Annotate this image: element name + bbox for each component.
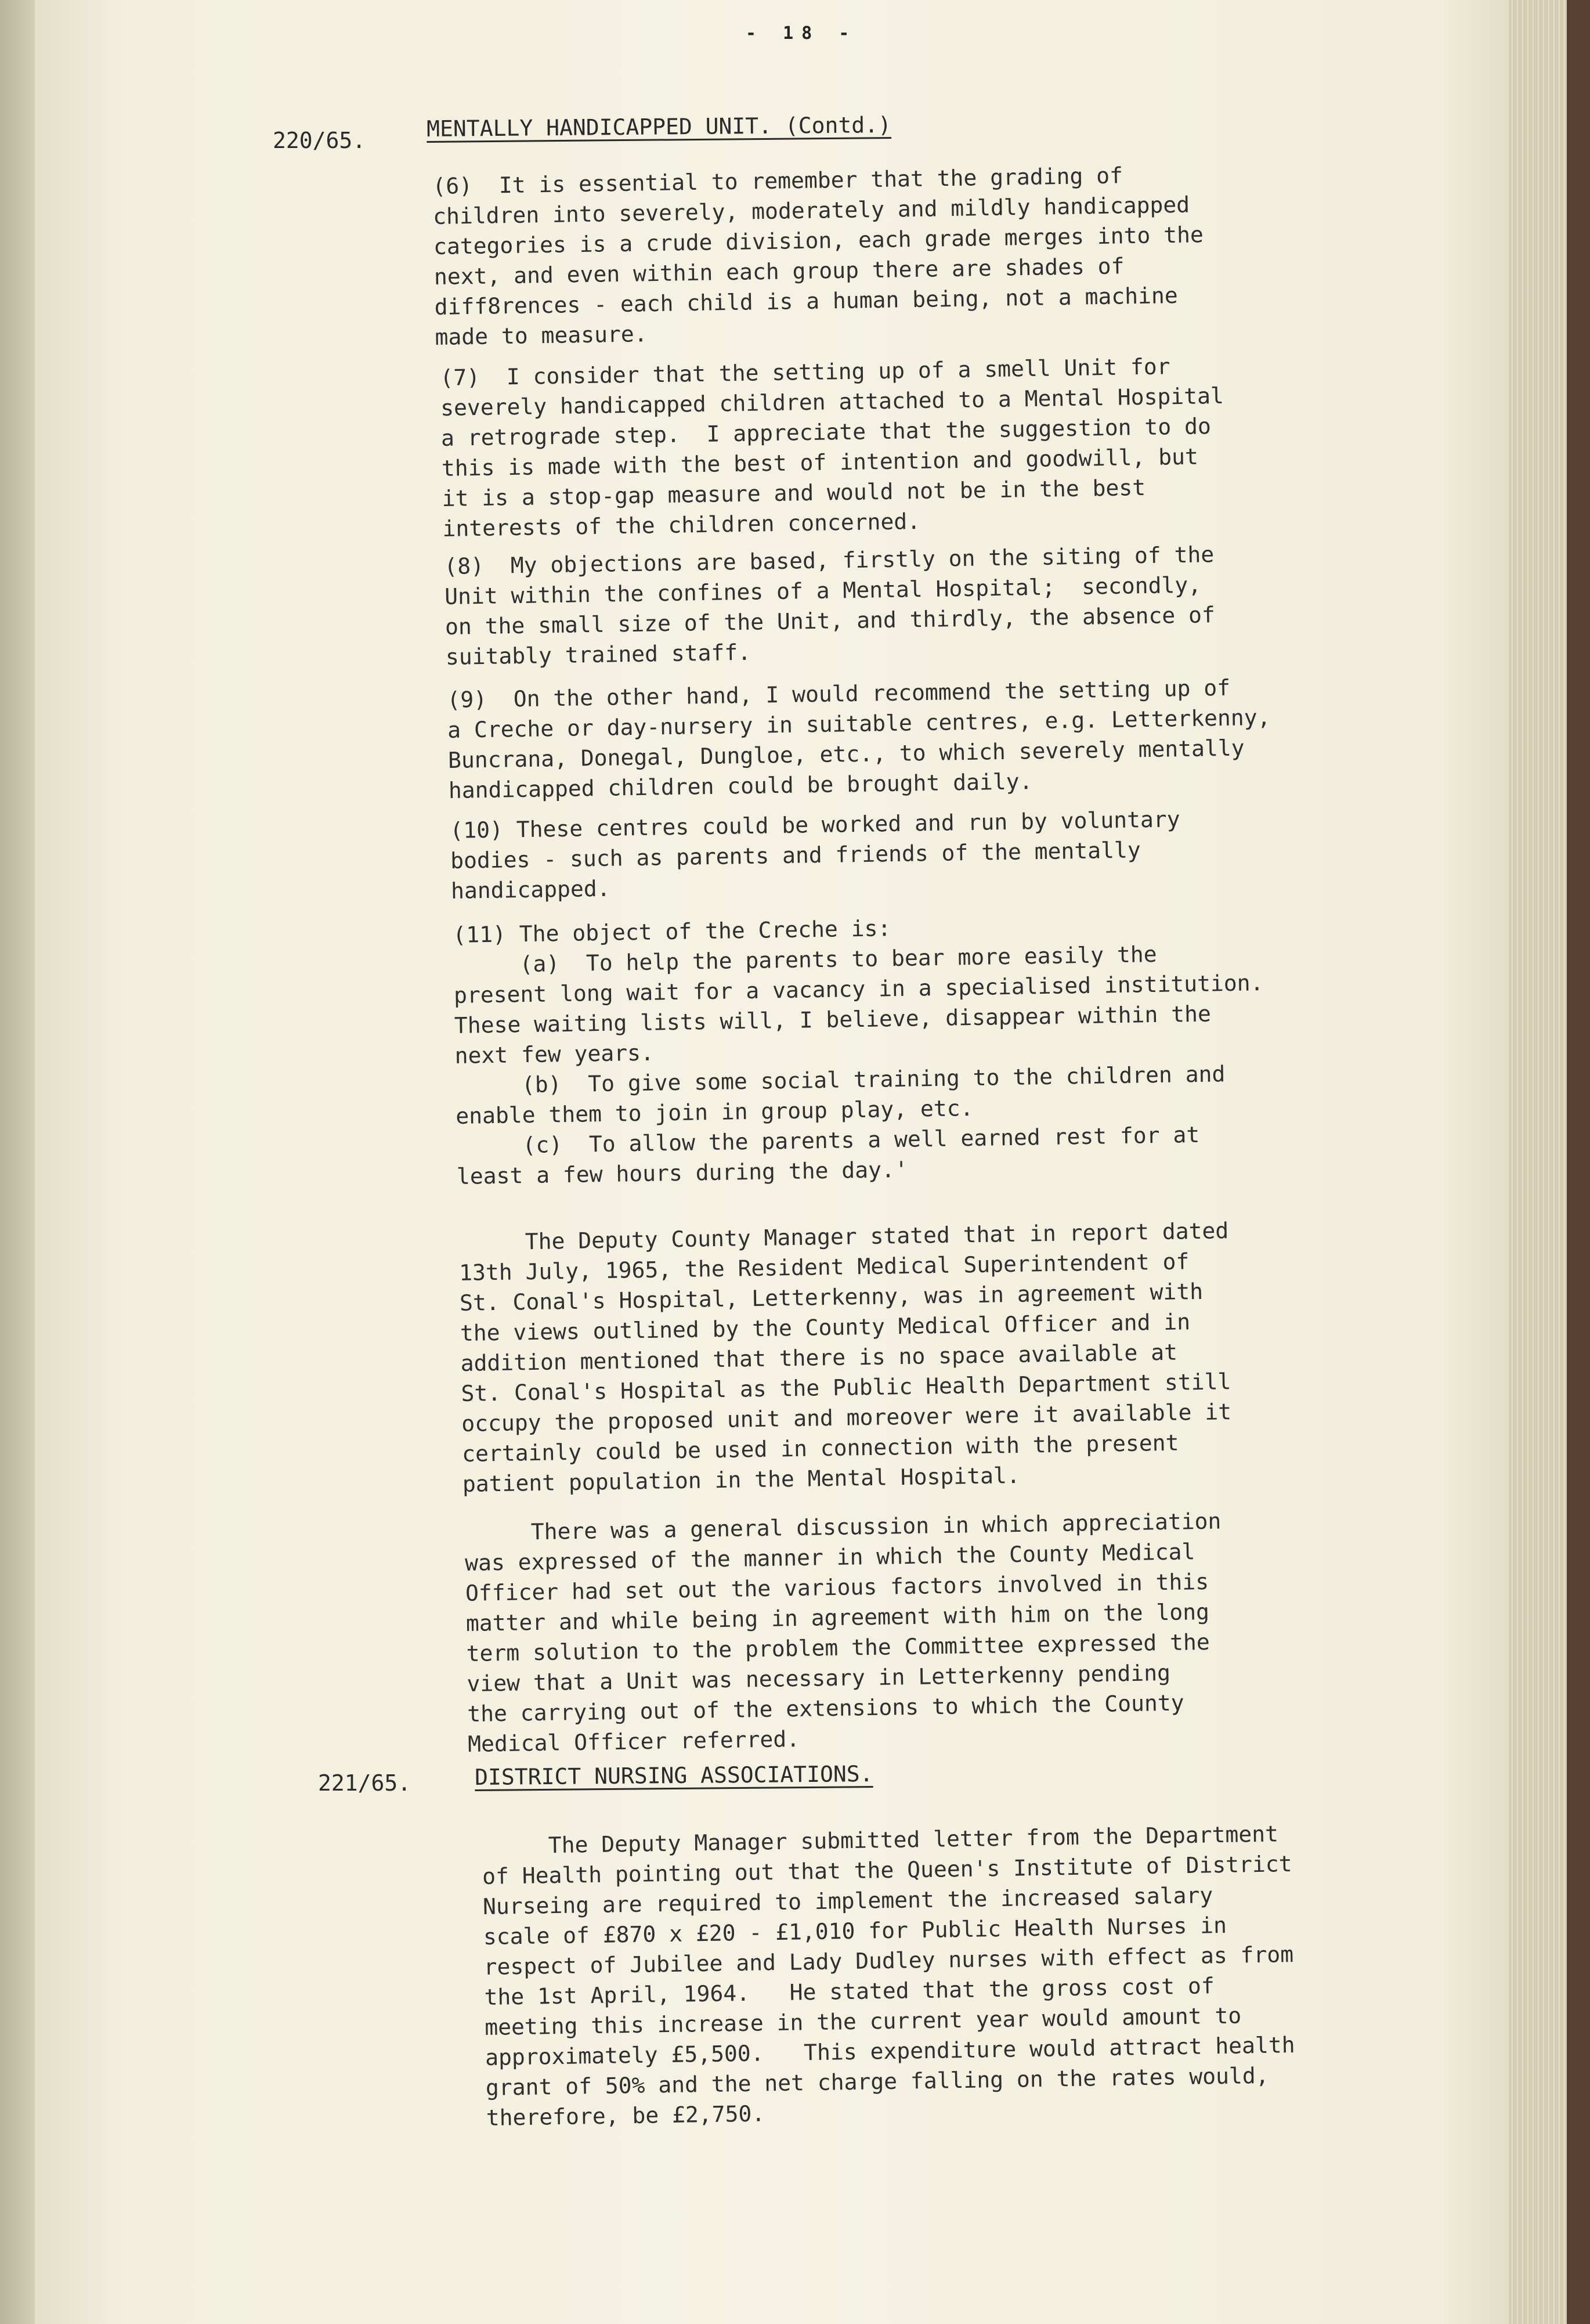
paragraph-7: (7) I consider that the setting up of a smell Unit for severely handicapped children attached to a Mental Hospital a retrograde step. I appreciate that the suggestion to do this is made with the best of intention and goodwill, but it is a stop-gap measure and would not be in the best interests of the children concerned. <box>440 353 1224 542</box>
paragraph-general-discussion: There was a general discussion in which appreciation was expressed of the manner in which the County Medical Officer had set out the various factors involved in this matter and while being in agreement with him on the long term solution to the problem the Committee expressed the view that a Unit was necessary in Letterkenny pending the carrying out of the extensions to which the County Medical Officer referred. <box>464 1508 1222 1757</box>
section-heading: DISTRICT NURSING ASSOCIATIONS. <box>475 1761 873 1790</box>
page-edges <box>1509 0 1590 2324</box>
paragraph-district-nursing: The Deputy Manager submitted letter from the Department of Health pointing out that the Queen's Institute of District Nurseing are required to implement the increased salary scale of £870 x £20 - £1,010 for Public Health Nurses in respect of Jubilee and Lady Dudley nurses with effect as from the 1st April, 1964. He stated that the gross cost of meeting this increase in the current year would amount to approximately £5,500. This expenditure would attract health grant of 50% and the net charge falling on the rates would, therefore, be £2,750. <box>482 1821 1295 2131</box>
paragraph-deputy-county-manager: The Deputy County Manager stated that in report dated 13th July, 1965, the Resident Medical Superintendent of St. Conal's Hospital, Letterkenny, was in agreement with the views outlined by the County Medical Officer and in addition mentioned that there is no space available at St. Conal's Hospital as the Public Health Department still occupy the proposed unit and moreover were it available it certainly could be used in connection with the present patient population in the Mental Hospital. <box>458 1218 1232 1497</box>
section-heading: MENTALLY HANDICAPPED UNIT. (Contd.) <box>427 112 892 142</box>
paragraph-9: (9) On the other hand, I would recommend the setting up of a Creche or day-nursery in suitable centres, e.g. Letterkenny, Buncrana, Donegal, Dungloe, etc., to which severely mentally handicapped children could be brought daily. <box>447 674 1271 803</box>
section-number: 221/65. <box>318 1770 411 1796</box>
section-number: 220/65. <box>273 128 366 153</box>
paragraph-10: (10) These centres could be worked and run by voluntary bodies - such as parents and friends of the mentally handicapped. <box>450 806 1180 904</box>
paragraph-11: (11) The object of the Creche is: (a) To help the parents to bear more easily the present long wait for a vacancy in a specialised institution. These waiting lists will, I believe, disappear within the next few years. (b) To give some social training to the children and enable them to join in group play, etc. (c) To allow the parents a well earned rest for at least a few hours during the day.' <box>453 915 1264 1189</box>
page-number: - 18 - <box>746 23 858 44</box>
paragraph-8: (8) My objections are based, firstly on the siting of the Unit within the confines of a Mental Hospital; secondly, on the small size of the Unit, and thirdly, the absence of suitably trained staff. <box>444 542 1216 670</box>
paragraph-6: (6) It is essential to remember that the grading of children into severely, moderately and mildly handicapped categories is a crude division, each grade merges into the next, and even within each group there are shades of diff8rences - each child is a human being, not a machine made to measure. <box>432 163 1204 350</box>
